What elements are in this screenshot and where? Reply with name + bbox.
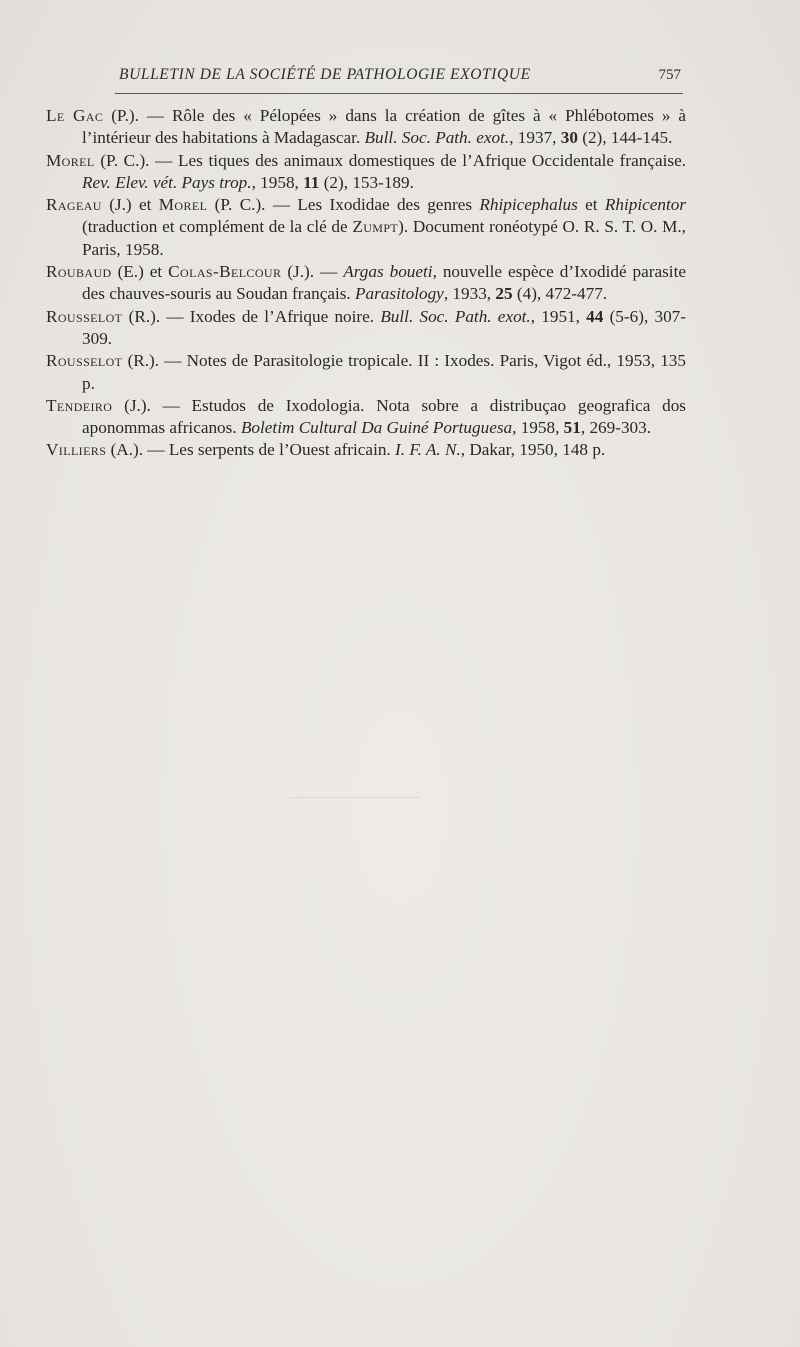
reference-text: (J.) et [101, 195, 159, 215]
journal-title: Bull. Soc. Path. exot. [364, 128, 510, 148]
reference-entry [46, 439, 686, 461]
volume-number: 25 [495, 284, 513, 304]
header-rule [115, 93, 683, 94]
author-name: Morel [46, 150, 95, 170]
reference-text: (R.). — Ixodes de l’Afrique noire. [122, 306, 381, 326]
year-text: , 1951, [530, 306, 587, 326]
year-text: , 1958, [512, 418, 564, 438]
year-text: , 1958, [251, 172, 304, 192]
pages-text: (2), 153-189. [319, 172, 414, 192]
volume-number: 30 [560, 128, 578, 148]
reference-text: , nouvelle espèce d’Ixodidé parasite des chauves-souris au Soudan français. [82, 262, 686, 304]
reference-text: (traduction et complément de la clé de [82, 217, 353, 237]
pages-text: (2), 144-145. [577, 128, 673, 148]
author-name: Le Gac [46, 106, 104, 125]
journal-title: Parasitology [355, 284, 444, 304]
year-text: , 1937, [509, 128, 561, 148]
volume-number: 44 [586, 306, 604, 326]
author-name: Zumpt [352, 217, 399, 237]
reference-text: (E.) et [111, 262, 169, 282]
volume-number: 51 [563, 418, 581, 438]
page-header [115, 66, 683, 88]
reference-text: et [577, 195, 605, 215]
journal-title: I. F. A. N. [395, 440, 461, 460]
page-number: 757 [658, 67, 681, 83]
reference-entry [46, 261, 686, 306]
author-name: Rageau [46, 195, 102, 215]
author-name: Tendeiro [46, 395, 113, 415]
reference-text: ). Document ronéotypé O. R. S. T. O. M., Paris, 1958. [82, 217, 686, 259]
reference-entry [46, 194, 686, 261]
journal-title: Bull. Soc. Path. exot. [380, 306, 531, 326]
reference-text: (J.). — [281, 262, 344, 282]
species-name: Argas boueti [343, 262, 433, 282]
reference-text: (P. C.). — Les Ixodidae des genres [207, 195, 480, 215]
running-title: BULLETIN DE LA SOCIÉTÉ DE PATHOLOGIE EXOTIQUE [119, 66, 531, 83]
reference-entry [46, 150, 686, 195]
pages-text: , Dakar, 1950, 148 p. [460, 440, 606, 460]
reference-entry [46, 350, 686, 395]
genus-name: Rhipicentor [604, 195, 687, 215]
pages-text: (5-6), 307-309. [82, 306, 686, 348]
author-name: Rousselot [46, 306, 123, 326]
journal-title: Boletim Cultural Da Guiné Portuguesa [240, 418, 513, 438]
pages-text: (4), 472-477. [512, 284, 608, 304]
author-name: Rousselot [46, 351, 123, 371]
reference-text: (R.). — Notes de Parasitologie tropicale. II : Ixodes. Paris, Vigot éd., 1953, 135 p. [82, 351, 686, 393]
journal-title: Rev. Elev. vét. Pays trop. [82, 172, 252, 192]
reference-text: (A.). — Les serpents de l’Ouest africain. [106, 440, 396, 460]
reference-list [46, 105, 686, 462]
pages-text: , 269-303. [580, 418, 652, 438]
reference-text: (P. C.). — Les tiques des animaux domestiques de l’Afrique Occidentale française. [94, 150, 686, 170]
genus-name: Rhipicephalus [479, 195, 578, 215]
show-through-divider [290, 797, 420, 798]
author-name: Morel [158, 195, 208, 215]
volume-number: 11 [303, 172, 320, 192]
author-name: Colas-Belcour [168, 262, 282, 282]
reference-entry [46, 105, 686, 150]
reference-text: (J.). — Estudos de Ixodologia. Nota sobre a distribuçao geografica dos aponommas africanos. [82, 395, 686, 438]
author-name: Roubaud [46, 262, 112, 282]
author-name: Villiers [46, 440, 107, 460]
reference-entry [46, 306, 686, 351]
reference-entry [46, 395, 686, 440]
reference-text: (P.). — Rôle des « Pélopées » dans la création de gîtes à « Phlébotomes » à l’intérieur des habitations à Madagascar. [82, 106, 686, 148]
year-text: , 1933, [443, 284, 496, 304]
